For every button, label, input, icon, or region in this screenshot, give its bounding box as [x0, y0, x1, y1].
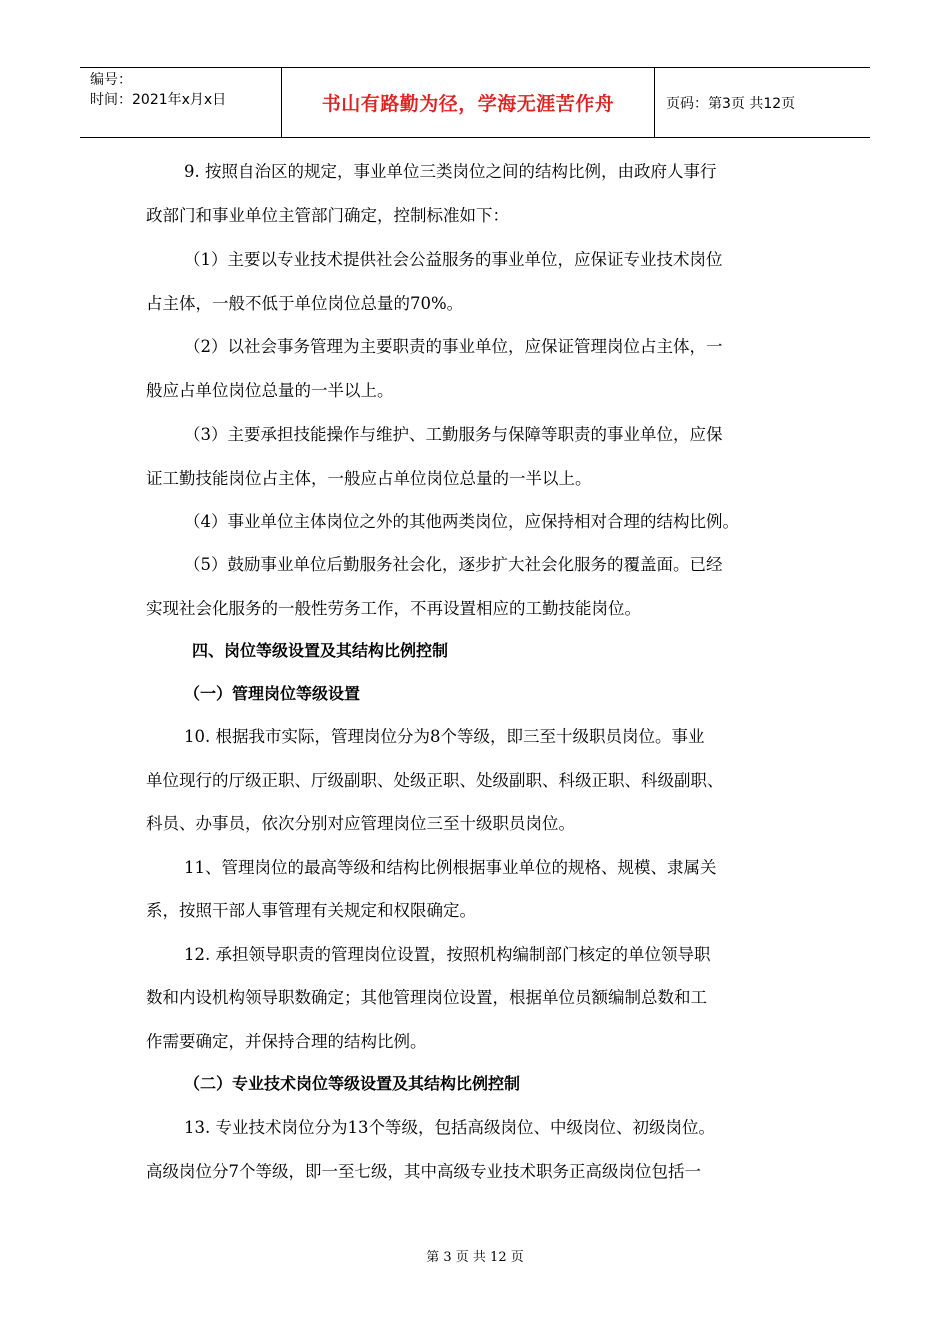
paragraph-line: 11、管理岗位的最高等级和结构比例根据事业单位的规格、规模、隶属关	[184, 858, 717, 877]
paragraph-line: 证工勤技能岗位占主体，一般应占单位岗位总量的一半以上。	[146, 469, 592, 488]
paragraph-line: 数和内设机构领导职数确定；其他管理岗位设置，根据单位员额编制总数和工	[146, 988, 707, 1007]
document-header	[80, 67, 870, 138]
paragraph-line: 9. 按照自治区的规定，事业单位三类岗位之间的结构比例，由政府人事行	[184, 162, 717, 181]
paragraph-line: 作需要确定，并保持合理的结构比例。	[146, 1032, 427, 1051]
paragraph-line: 10. 根据我市实际，管理岗位分为8个等级，即三至十级职员岗位。事业	[184, 727, 705, 746]
header-page-cell	[655, 68, 870, 137]
paragraph-line: （5）鼓励事业单位后勤服务社会化，逐步扩大社会化服务的覆盖面。已经	[184, 555, 723, 574]
paragraph-line: （3）主要承担技能操作与维护、工勤服务与保障等职责的事业单位，应保	[184, 425, 723, 444]
paragraph-line: （1）主要以专业技术提供社会公益服务的事业单位，应保证专业技术岗位	[184, 250, 723, 269]
paragraph-line: 单位现行的厅级正职、厅级副职、处级正职、处级副职、科级正职、科级副职、	[146, 771, 724, 790]
paragraph-line: 科员、办事员，依次分别对应管理岗位三至十级职员岗位。	[146, 814, 575, 833]
motto: 书山有路勤为径，学海无涯苦作舟	[321, 93, 615, 115]
paragraph-line: 高级岗位分7个等级，即一至七级，其中高级专业技术职务正高级岗位包括一	[146, 1162, 701, 1181]
paragraph-line: 占主体，一般不低于单位岗位总量的70%。	[146, 294, 464, 313]
header-motto-cell	[282, 68, 655, 137]
subsection-heading: （一）管理岗位等级设置	[184, 684, 361, 703]
number-label: 编号：	[90, 72, 132, 88]
subsection-heading: （二）专业技术岗位等级设置及其结构比例控制	[184, 1074, 521, 1093]
paragraph-line: 13. 专业技术岗位分为13个等级，包括高级岗位、中级岗位、初级岗位。	[184, 1118, 715, 1137]
paragraph-line: 般应占单位岗位总量的一半以上。	[146, 381, 394, 400]
paragraph-line: 12. 承担领导职责的管理岗位设置，按照机构编制部门核定的单位领导职	[184, 945, 711, 964]
header-meta-cell	[80, 68, 282, 137]
paragraph-line: （4）事业单位主体岗位之外的其他两类岗位，应保持相对合理的结构比例。	[184, 512, 739, 531]
paragraph-line: 政部门和事业单位主管部门确定，控制标准如下：	[146, 206, 509, 225]
date-line: 时间：2021年x月x日	[90, 92, 227, 108]
paragraph-line: 实现社会化服务的一般性劳务工作，不再设置相应的工勤技能岗位。	[146, 599, 641, 618]
paragraph-line: 系，按照干部人事管理有关规定和权限确定。	[146, 901, 476, 920]
paragraph-line: （2）以社会事务管理为主要职责的事业单位，应保证管理岗位占主体，一	[184, 337, 723, 356]
section-heading: 四、岗位等级设置及其结构比例控制	[192, 641, 449, 660]
page-info: 页码：第3页 共12页	[666, 95, 796, 112]
page-footer: 第 3 页 共 12 页	[426, 1250, 524, 1265]
